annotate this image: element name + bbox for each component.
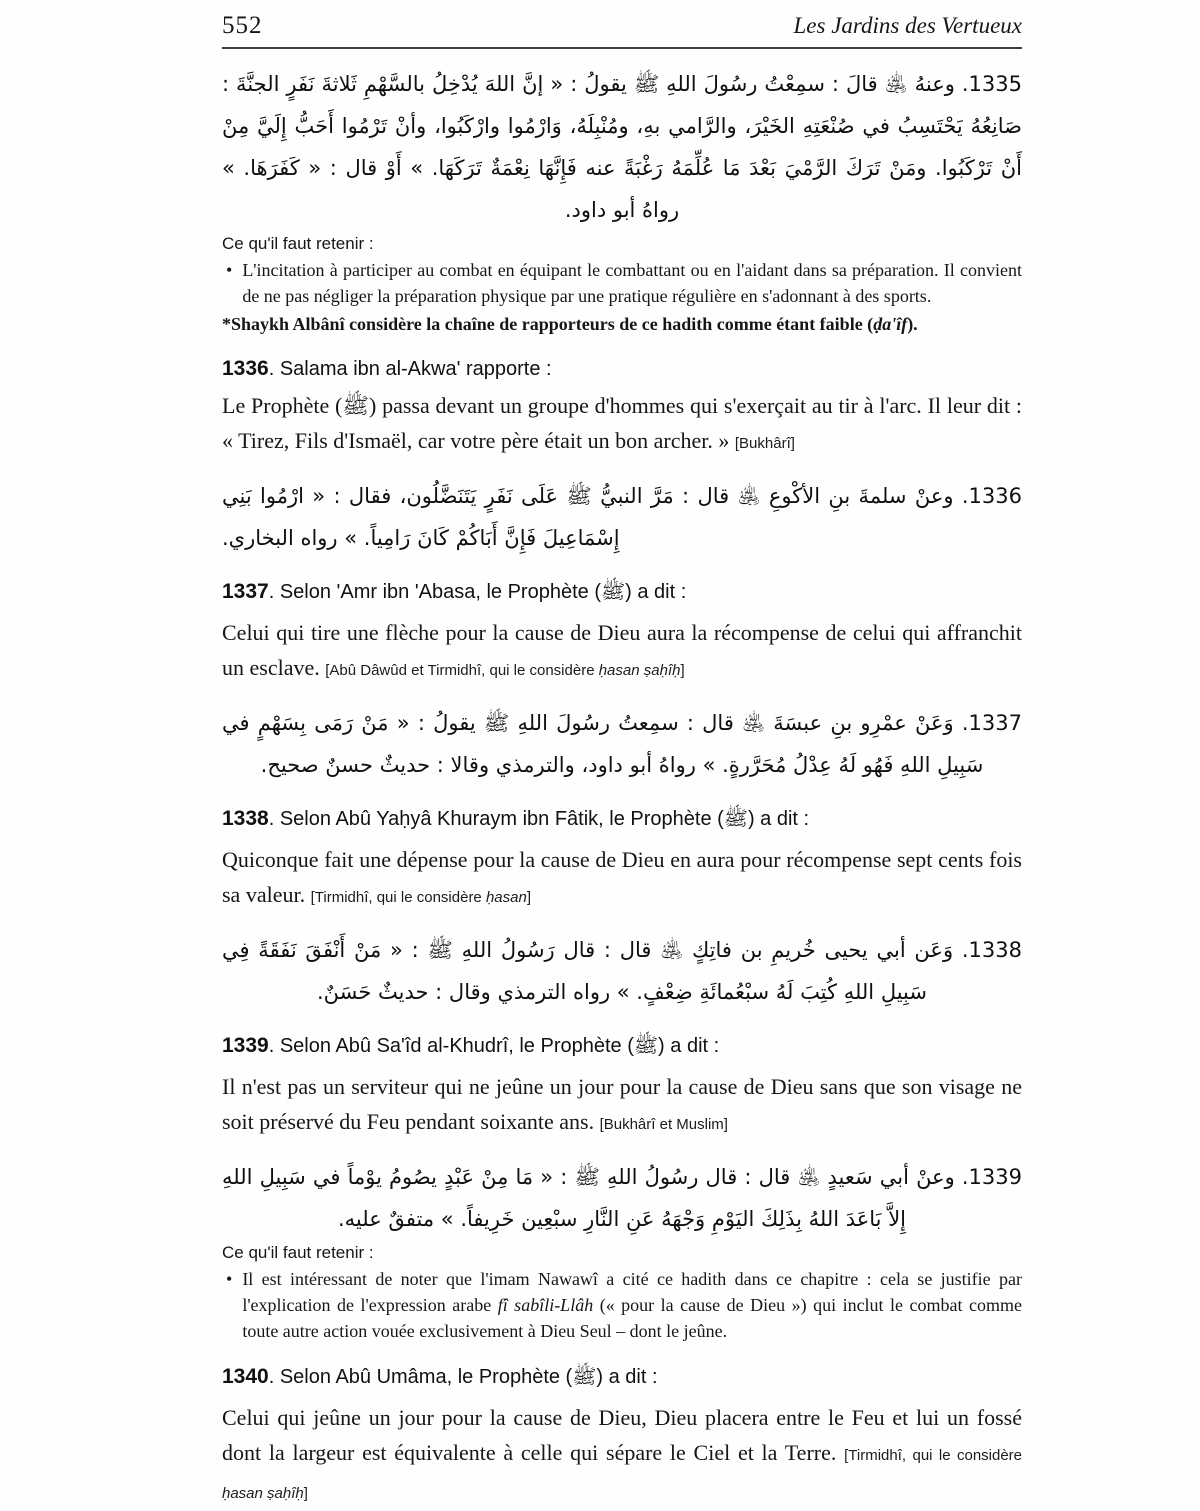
source-text: [Abû Dâwûd et Tirmidhî, qui le considère bbox=[325, 662, 599, 679]
retenir-label: Ce qu'il faut retenir : bbox=[222, 234, 374, 253]
book-title: Les Jardins des Vertueux bbox=[793, 13, 1022, 38]
source-text: [Tirmidhî, qui le considère bbox=[844, 1447, 1023, 1464]
hadith-number: 1336 bbox=[222, 357, 269, 380]
source-italic: ḥasan ṣaḥîḥ bbox=[222, 1485, 304, 1502]
retenir-bullet-item bbox=[222, 1266, 1022, 1344]
header-rule bbox=[222, 47, 1022, 49]
hadith-1340-body bbox=[222, 1400, 1022, 1511]
hadith-1339-arabic: 1339. وعنْ أبي سَعيدٍ ﵁ قال : قال رسُولُ اللهِ ﷺ : « مَا مِنْ عَبْدٍ يصُومُ يوْماً في سَبِيلِ اللهِ إِلاَّ بَاعَدَ اللهُ بِذَلِكَ اليَوْمِ وَجْهَهُ عَنِ النَّارِ سبْعِين خَرِيفاً. » متفقٌ عليه. bbox=[222, 1165, 1022, 1231]
hadith-1337-arabic: 1337. وَعَنْ عمْرِو بنِ عبسَةَ ﵁ قال : سمِعتُ رسُولَ اللهِ ﷺ يقولُ : « مَنْ رَمَى بِسَهْمٍ في سَبِيلِ اللهِ فَهُو لَهُ عِدْلُ مُحَرَّرةٍ. » رواهُ أبو داود، والترمذي وقالا : حديثٌ حسنٌ صحيح. bbox=[222, 711, 1022, 777]
hadith-1338 bbox=[222, 806, 1022, 1013]
hadith-1337-header bbox=[222, 579, 1022, 608]
source-end: ] bbox=[680, 662, 685, 679]
hadith-1336-arabic: 1336. وعنْ سلمةَ بنِ الأكْوعِ ﵁ قال : مَرَّ النبيُّ ﷺ عَلَى نَفَرٍ يَتَنَضَّلُون، فقال : « ارْمُوا بَنِي إِسْمَاعِيلَ فَإِنَّ أَبَاكُمْ كَانَ رَامِياً. » رواه البخاري. bbox=[222, 484, 1022, 550]
albani-note-text: *Shaykh Albânî considère la chaîne de rapporteurs de ce hadith comme étant faible ( bbox=[222, 314, 874, 334]
running-head bbox=[222, 12, 1022, 40]
hadith-1337-body bbox=[222, 615, 1022, 688]
hadith-header-text: . Selon Abû Sa'îd al-Khudrî, le Prophète (ﷺ) a dit : bbox=[268, 1035, 720, 1057]
albani-note-italic: ḍa'îf bbox=[873, 314, 908, 334]
hadith-1340-header bbox=[222, 1364, 1022, 1393]
retenir-bullet-text: L'incitation à participer au combat en équipant le combattant ou en l'aidant dans sa préparation. Il convient de ne pas négliger la préparation physique par une pratique régulière en s'adonnant à des sports. bbox=[242, 260, 1022, 306]
hadith-1339-body bbox=[222, 1069, 1022, 1142]
hadith-source bbox=[735, 435, 795, 452]
source-italic: ḥasan bbox=[485, 889, 527, 906]
page-number: 552 bbox=[222, 12, 263, 39]
source-text: [Bukhârî] bbox=[734, 435, 795, 452]
hadith-header-text: . Selon 'Amr ibn 'Abasa, le Prophète (ﷺ) a dit : bbox=[268, 581, 687, 603]
hadith-1336 bbox=[222, 357, 1022, 559]
hadith-1335-arabic: 1335. وعنهُ ﵁ قالَ : سمِعْتُ رسُولَ اللهِ ﷺ يقولُ : « إنَّ اللهَ يُدْخِلُ بالسَّهْمِ ثَلاثةَ نَفَرٍ الجنَّةَ : صَانِعُهُ يَحْتَسِبُ في صُنْعَتِهِ الخَيْرَ، والرَّامي بهِ، ومُنْبِلَهُ، وَارْمُوا وارْكَبُوا، وأنْ تَرْمُوا أَحَبُّ إِلَيَّ مِنْ أَنْ تَرْكَبُوا. ومَنْ تَرَكَ الرَّمْيَ بَعْدَ مَا عُلِّمَهُ رَغْبَةً عنه فَإِنَّهَا نِعْمَةٌ تَرَكَهَا. » أَوْ قال : « كَفَرَهَا. » رواهُ أبو داود. bbox=[222, 72, 1022, 222]
hadith-number: 1338 bbox=[222, 807, 269, 830]
hadith-number: 1340 bbox=[222, 1365, 269, 1388]
hadith-body-text: Le Prophète (ﷺ) passa devant un groupe d'hommes qui s'exerçait au tir à l'arc. Il leur dit : « Tirez, Fils d'Ismaël, car votre père était un bon archer. » bbox=[222, 393, 1023, 453]
bullet-icon: • bbox=[226, 1269, 233, 1289]
retenir-text-start: Il est intéressant de noter que l'imam Nawawî a cité ce hadith dans ce chapitre : cela se justifie par l'explication de l'expression arabe bbox=[242, 1269, 1022, 1315]
retenir-label: Ce qu'il faut retenir : bbox=[222, 1243, 374, 1262]
retenir-bullet-text bbox=[242, 1266, 1022, 1344]
hadith-1339 bbox=[222, 1033, 1022, 1240]
hadith-1336-body bbox=[222, 388, 1022, 461]
source-italic: ḥasan ṣaḥîḥ bbox=[598, 662, 681, 679]
albani-note bbox=[222, 311, 1022, 337]
hadith-source bbox=[600, 1116, 728, 1133]
hadith-1337 bbox=[222, 579, 1022, 786]
retenir-bullet-item bbox=[222, 257, 1022, 309]
hadith-body-text: Quiconque fait une dépense pour la cause de Dieu en aura pour récompense sept cents fois sa valeur. bbox=[222, 847, 1022, 907]
hadith-header-text: . Selon Abû Umâma, le Prophète (ﷺ) a dit : bbox=[268, 1366, 658, 1388]
retenir-text-italic: fî sabîli-Llâh bbox=[497, 1295, 594, 1315]
bullet-icon: • bbox=[226, 260, 233, 280]
retenir-text-end: (« pour la cause de Dieu ») qui inclut le combat comme toute autre action vouée exclusivement à Dieu Seul – dont le jeûne. bbox=[242, 1295, 1022, 1341]
retenir-section-2 bbox=[222, 1243, 1022, 1344]
hadith-source bbox=[325, 662, 684, 679]
hadith-number: 1337 bbox=[222, 580, 269, 603]
hadith-1338-header bbox=[222, 806, 1022, 835]
hadith-header-text: . Selon Abû Yaḥyâ Khuraym ibn Fâtik, le Prophète (ﷺ) a dit : bbox=[268, 808, 810, 830]
hadith-1336-header bbox=[222, 357, 1022, 381]
hadith-number: 1339 bbox=[222, 1034, 269, 1057]
source-text: [Tirmidhî, qui le considère bbox=[310, 889, 486, 906]
retenir-section-1 bbox=[222, 234, 1022, 337]
hadith-header-text: . Salama ibn al-Akwa' rapporte : bbox=[268, 358, 552, 380]
source-end: ] bbox=[303, 1485, 308, 1502]
hadith-body-text: Celui qui tire une flèche pour la cause de Dieu aura la récompense de celui qui affranchit un esclave. bbox=[222, 620, 1022, 680]
hadith-source bbox=[311, 889, 531, 906]
hadith-1338-arabic: 1338. وَعَن أبي يحيى خُريمِ بن فاتِكٍ ﵁ قال : قال رَسُولُ اللهِ ﷺ : « مَنْ أَنْفَقَ نَفَقَةً فِي سَبِيلِ اللهِ كُتِبَ لَهُ سبْعُمائَةِ ضِعْفٍ. » رواه الترمذي وقال : حديثٌ حَسَنٌ. bbox=[222, 938, 1022, 1004]
hadith-body-text: Il n'est pas un serviteur qui ne jeûne un jour pour la cause de Dieu sans que son visage ne soit préservé du Feu pendant soixante ans. bbox=[222, 1074, 1022, 1134]
source-text: [Bukhârî et Muslim] bbox=[599, 1116, 728, 1133]
source-end: ] bbox=[526, 889, 531, 906]
hadith-1340 bbox=[222, 1364, 1022, 1511]
albani-note-end: ). bbox=[907, 314, 918, 334]
hadith-body-text: Celui qui jeûne un jour pour la cause de Dieu, Dieu placera entre le Feu et lui un fossé dont la largeur est équivalente à celle qui sépare le Ciel et la Terre. bbox=[222, 1405, 1022, 1465]
hadith-1339-header bbox=[222, 1033, 1022, 1062]
hadith-1338-body bbox=[222, 842, 1022, 915]
